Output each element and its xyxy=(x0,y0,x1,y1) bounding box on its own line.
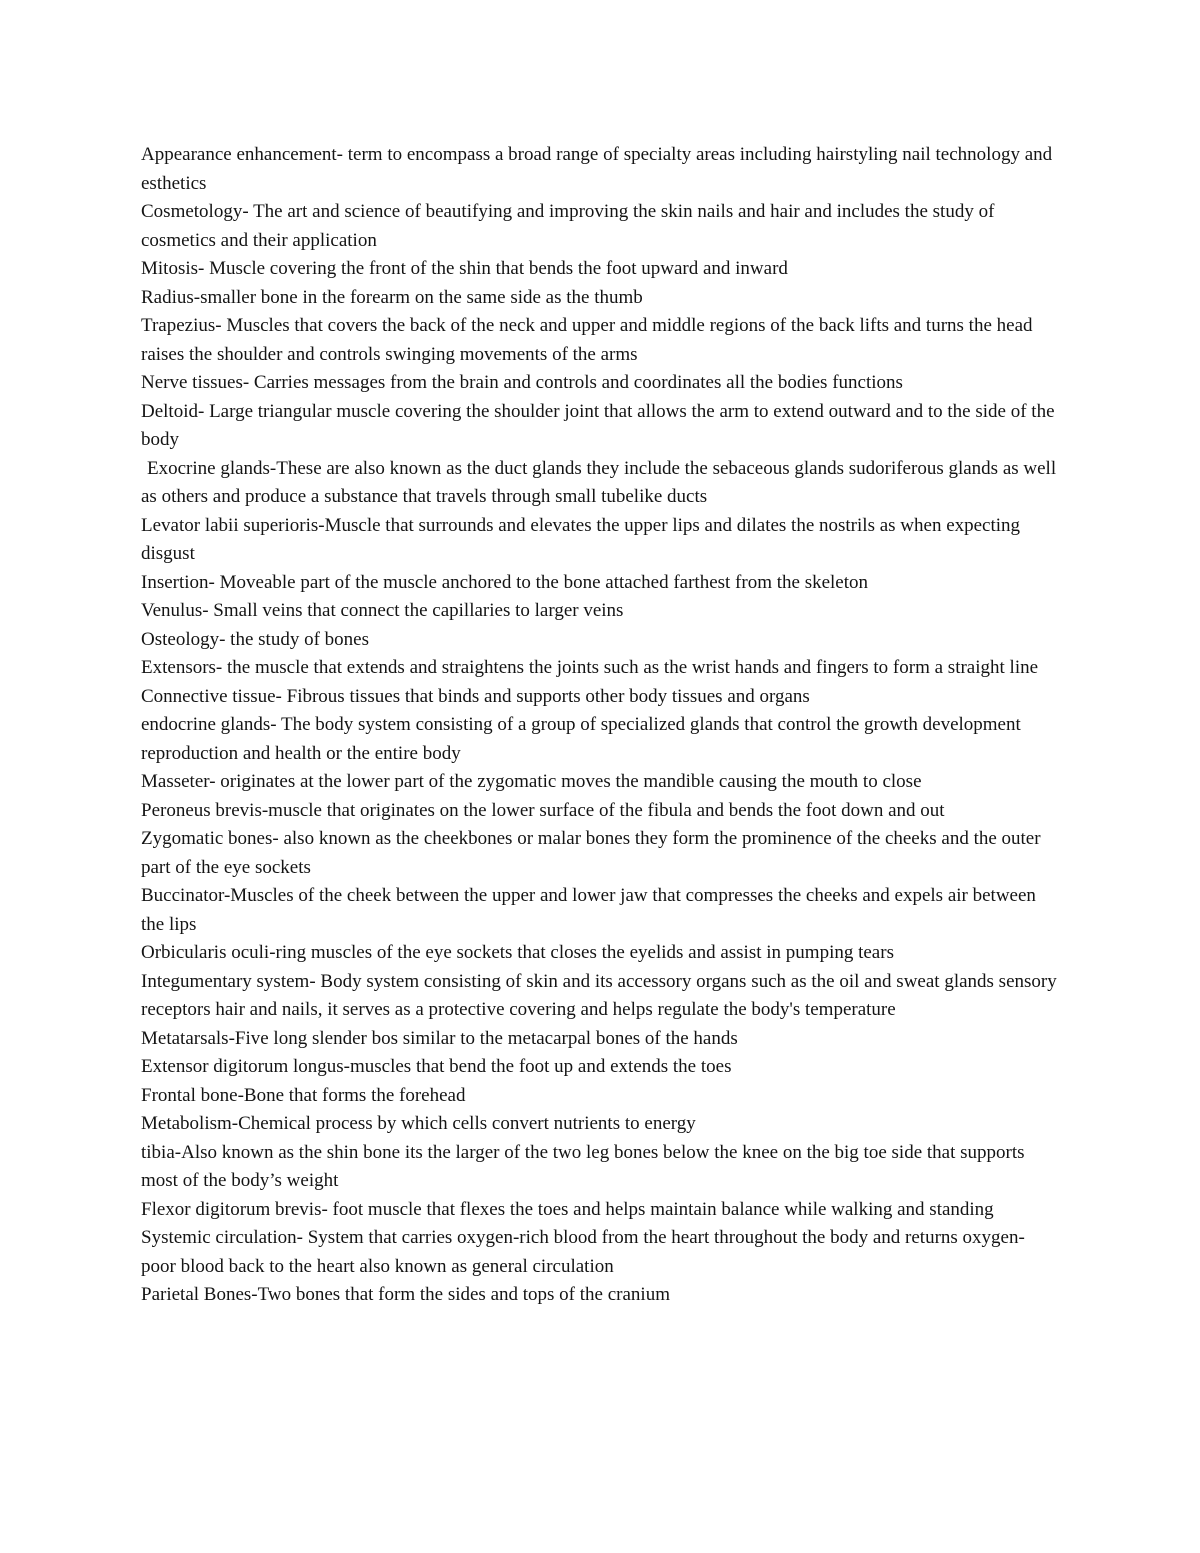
glossary-entry-insertion: Insertion- Moveable part of the muscle anchored to the bone attached farthest from the skeleton xyxy=(141,571,869,593)
glossary-entry-exocrine-glands: Exocrine glands-These are also known as the duct glands they include the sebaceous glands sudoriferous glands as well as others and produce a substance that travels through small tubelike ducts xyxy=(141,457,1057,507)
glossary-entry-endocrine-glands: endocrine glands- The body system consisting of a group of specialized glands that control the growth development reproduction and health or the entire body xyxy=(141,714,1021,764)
glossary-entry-radius: Radius-smaller bone in the forearm on the same side as the thumb xyxy=(141,286,643,308)
glossary-entry-metabolism: Metabolism-Chemical process by which cells convert nutrients to energy xyxy=(141,1113,696,1134)
glossary-entry-parietal-bones: Parietal Bones-Two bones that form the sides and tops of the cranium xyxy=(141,1284,670,1305)
glossary-entry-deltoid: Deltoid- Large triangular muscle covering the shoulder joint that allows the arm to extend outward and to the side of the body xyxy=(141,400,1055,450)
glossary-entry-metatarsals: Metatarsals-Five long slender bos similar to the metacarpal bones of the hands xyxy=(141,1027,738,1049)
glossary-entry-tibia: tibia-Also known as the shin bone its the larger of the two leg bones below the knee on the big toe side that supports most of the body’s weight xyxy=(141,1141,1025,1191)
glossary-entry-peroneus-brevis: Peroneus brevis-muscle that originates on the lower surface of the fibula and bends the foot down and out xyxy=(141,799,945,821)
glossary-entry-zygomatic-bones: Zygomatic bones- also known as the cheekbones or malar bones they form the prominence of the cheeks and the outer part of the eye sockets xyxy=(141,828,1041,878)
glossary-text-body xyxy=(141,141,1061,1310)
glossary-entry-orbicularis-oculi: Orbicularis oculi-ring muscles of the eye sockets that closes the eyelids and assist in pumping tears xyxy=(141,942,894,963)
glossary-entry-buccinator: Buccinator-Muscles of the cheek between the upper and lower jaw that compresses the cheeks and expels air between the lips xyxy=(141,885,1036,935)
glossary-entry-masseter: Masseter- originates at the lower part of the zygomatic moves the mandible causing the mouth to close xyxy=(141,771,922,792)
glossary-entry-appearance-enhancement: Appearance enhancement- term to encompass a broad range of specialty areas including hairstyling nail technology and esthetics xyxy=(141,144,1053,194)
glossary-entry-extensors: Extensors- the muscle that extends and straightens the joints such as the wrist hands and fingers to form a straight line xyxy=(141,657,1039,678)
glossary-entry-extensor-digitorum-longus: Extensor digitorum longus-muscles that bend the foot up and extends the toes xyxy=(141,1056,732,1077)
glossary-entry-connective-tissue: Connective tissue- Fibrous tissues that binds and supports other body tissues and organs xyxy=(141,685,810,707)
glossary-entry-systemic-circulation: Systemic circulation- System that carries oxygen-rich blood from the heart throughout the body and returns oxygen- poor blood back to the heart also known as general circulation xyxy=(141,1227,1025,1277)
glossary-entry-osteology: Osteology- the study of bones xyxy=(141,628,369,650)
glossary-entry-levator-labii-superioris: Levator labii superioris-Muscle that surrounds and elevates the upper lips and dilates the nostrils as when expecting disgust xyxy=(141,514,1021,564)
glossary-entry-cosmetology: Cosmetology- The art and science of beautifying and improving the skin nails and hair and includes the study of cosmetics and their application xyxy=(141,201,995,251)
glossary-entry-nerve-tissues: Nerve tissues- Carries messages from the brain and controls and coordinates all the bodies functions xyxy=(141,372,903,393)
glossary-entry-frontal-bone: Frontal bone-Bone that forms the forehead xyxy=(141,1084,466,1106)
glossary-entry-mitosis: Mitosis- Muscle covering the front of the shin that bends the foot upward and inward xyxy=(141,258,788,279)
glossary-entry-integumentary-system: Integumentary system- Body system consisting of skin and its accessory organs such as the oil and sweat glands sensory receptors hair and nails, it serves as a protective covering and helps regulate the body's temperature xyxy=(141,970,1057,1020)
glossary-entry-flexor-digitorum-brevis: Flexor digitorum brevis- foot muscle that flexes the toes and helps maintain balance while walking and standing xyxy=(141,1198,994,1220)
glossary-entry-venulus: Venulus- Small veins that connect the capillaries to larger veins xyxy=(141,600,624,621)
glossary-entry-trapezius: Trapezius- Muscles that covers the back of the neck and upper and middle regions of the back lifts and turns the head raises the shoulder and controls swinging movements of the arms xyxy=(141,315,1033,365)
